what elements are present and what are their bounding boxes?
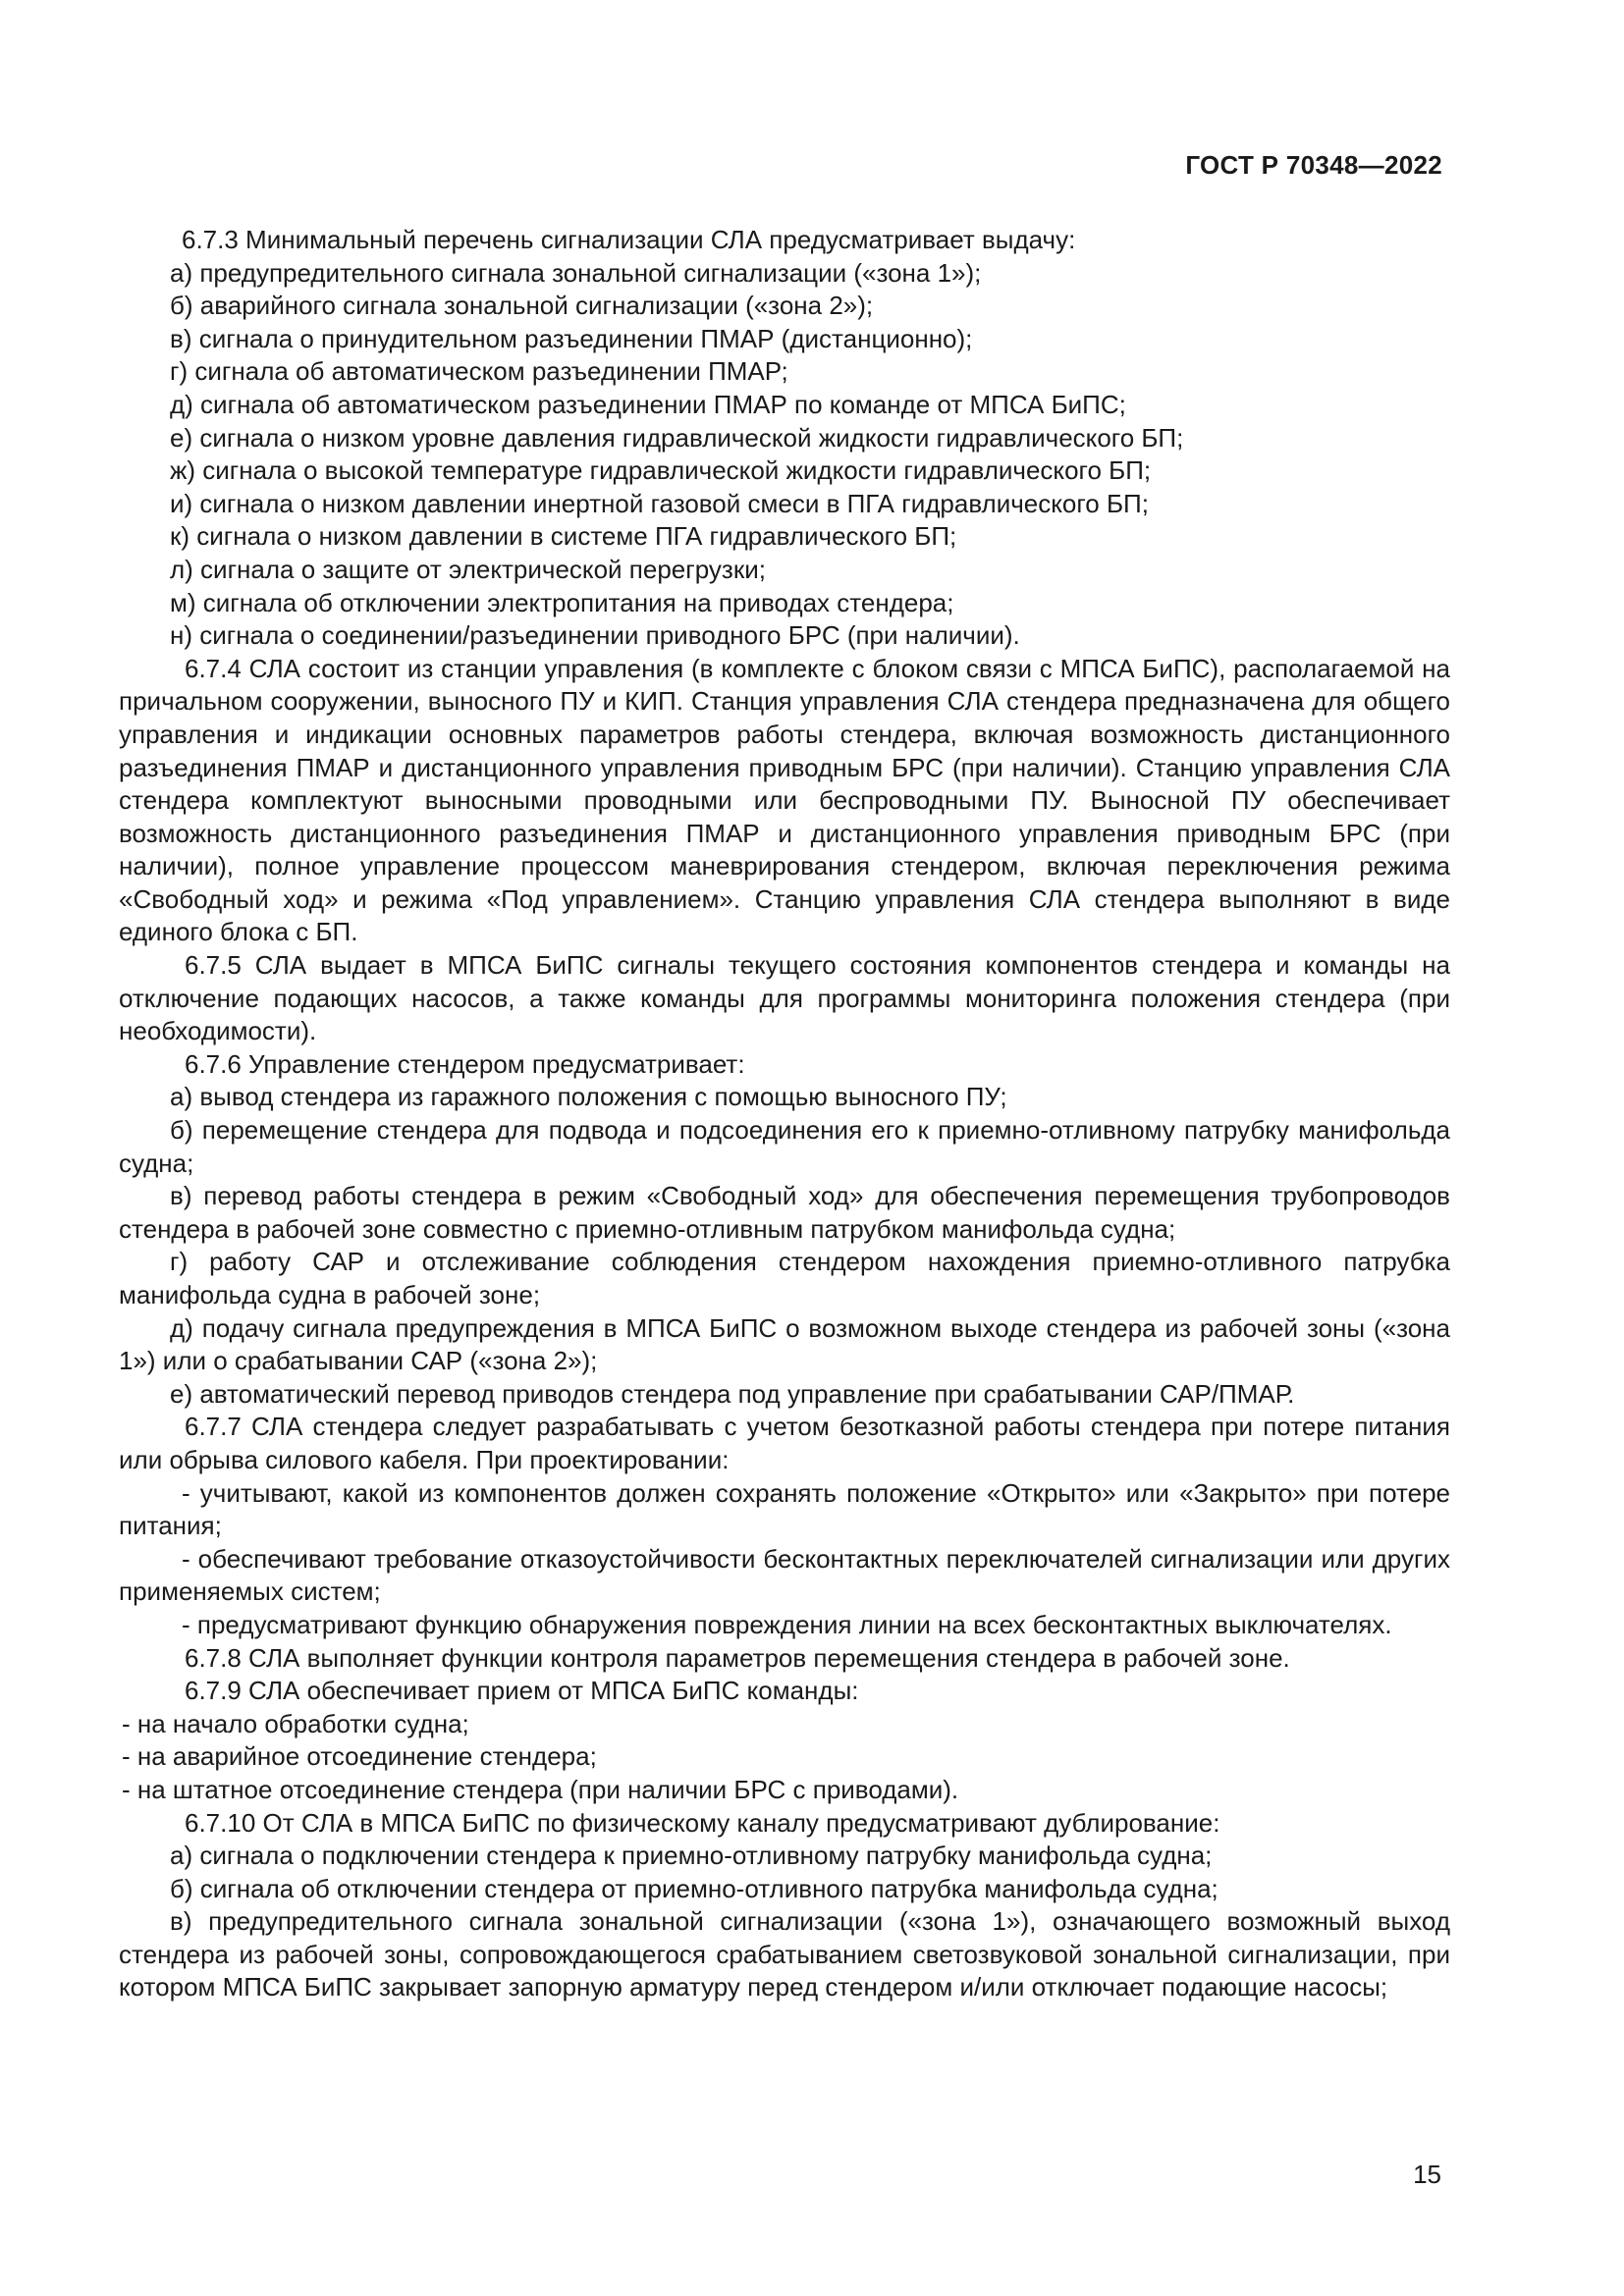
paragraph-6-7-9: 6.7.9 СЛА обеспечивает прием от МПСА БиПС команды: [185, 1676, 859, 1706]
paragraph-6-7-10: 6.7.10 От СЛА в МПСА БиПС по физическому каналу предусматривают дублирование: [185, 1807, 1220, 1838]
dash-item: - учитывают, какой из компонентов должен сохранять положение «Открыто» или «Закрыто» при потере питания; [119, 1477, 1450, 1541]
paragraph-6-7-7: 6.7.7 СЛА стендера следует разрабатывать с учетом безотказной работы стендера при потере питания или обрыва силового кабеля. При проектировании: [119, 1412, 1450, 1474]
dash-item: - на начало обработки судна; [122, 1708, 469, 1738]
page-number: 15 [1413, 2160, 1441, 2189]
list-item: и) сигнала о низком давлении инертной газовой смеси в ПГА гидравлического БП; [170, 488, 1149, 518]
paragraph-6-7-3: 6.7.3 Минимальный перечень сигнализации СЛА предусматривает выдачу: [182, 225, 1076, 254]
list-item: в) сигнала о принудительном разъединении ПМАР (дистанционно); [170, 323, 973, 353]
list-item: б) сигнала об отключении стендера от приемно-отливного патрубка манифольда судна; [170, 1873, 1218, 1903]
list-item: в) предупредительного сигнала зональной сигнализации («зона 1»), означающего возможный выход стендера из рабочей зоны, сопровождающегося срабатыванием светозвуковой зональной сигнализации, при котором МПСА БиПС закрывает запорную арматуру перед стендером и/или отключает подающие насосы; [119, 1906, 1450, 2002]
list-item: а) предупредительного сигнала зональной сигнализации («зона 1»); [170, 257, 982, 288]
dash-item: - на аварийное отсоединение стендера; [122, 1741, 597, 1772]
paragraph-6-7-6: 6.7.6 Управление стендером предусматривает: [185, 1048, 745, 1079]
list-item: г) работу САР и отслеживание соблюдения стендером нахождения приемно-отливного патрубка манифольда судна в рабочей зоне; [119, 1247, 1450, 1309]
list-item: д) подачу сигнала предупреждения в МПСА БиПС о возможном выходе стендера из рабочей зоны («зона 1») или о срабатывании САР («зона 2»); [119, 1312, 1450, 1376]
list-item: г) сигнала об автоматическом разъединении ПМАР; [170, 356, 788, 387]
document-body [119, 224, 1450, 2004]
dash-item: - на штатное отсоединение стендера (при наличии БРС с приводами). [122, 1774, 959, 1804]
list-item: м) сигнала об отключении электропитания на приводах стендера; [170, 587, 954, 617]
paragraph-6-7-5: 6.7.5 СЛА выдает в МПСА БиПС сигналы текущего состояния компонентов стендера и команды на отключение подающих насосов, а также команды для программы мониторинга положения стендера (при необходимости). [119, 950, 1450, 1046]
list-item: е) сигнала о низком уровне давления гидравлической жидкости гидравлического БП; [170, 422, 1184, 453]
document-code: ГОСТ Р 70348—2022 [1185, 150, 1442, 180]
list-item: а) вывод стендера из гаражного положения с помощью выносного ПУ; [170, 1082, 1007, 1112]
list-item: к) сигнала о низком давлении в системе ПГА гидравлического БП; [170, 521, 957, 552]
list-item: д) сигнала об автоматическом разъединении ПМАР по команде от МПСА БиПС; [170, 389, 1126, 419]
list-item: ж) сигнала о высокой температуре гидравлической жидкости гидравлического БП; [170, 455, 1152, 486]
dash-item: - обеспечивают требование отказоустойчивости бесконтактных переключателей сигнализации или других применяемых систем; [119, 1543, 1450, 1607]
paragraph-6-7-4: 6.7.4 СЛА состоит из станции управления (в комплекте с блоком связи с МПСА БиПС), располагаемой на причальном сооружении, выносного ПУ и КИП. Станция управления СЛА стендера предназначена для общего управления и индикации основных параметров работы стендера, включая возможность дистанционного разъединения ПМАР и дистанционного управления приводным БРС (при наличии). Станцию управления СЛА стендера комплектуют выносными проводными или беспроводными ПУ. Выносной ПУ обеспечивает возможность дистанционного разъединения ПМАР и дистанционного управления приводным БРС (при наличии), полное управление процессом маневрирования стендером, включая переключения режима «Свободный ход» и режима «Под управлением». Станцию управления СЛА стендера выполняют в виде единого блока с БП. [119, 653, 1450, 947]
list-item: а) сигнала о подключении стендера к приемно-отливному патрубку манифольда судна; [170, 1841, 1213, 1871]
list-item: в) перевод работы стендера в режим «Свободный ход» для обеспечения перемещения трубопроводов стендера в рабочей зоне совместно с приемно-отливным патрубком манифольда судна; [119, 1181, 1450, 1244]
list-item: е) автоматический перевод приводов стендера под управление при срабатывании САР/ПМАР. [170, 1378, 1295, 1409]
list-item: н) сигнала о соединении/разъединении приводного БРС (при наличии). [170, 620, 1020, 651]
dash-item: - предусматривают функцию обнаружения повреждения линии на всех бесконтактных выключателях. [182, 1609, 1392, 1639]
paragraph-6-7-8: 6.7.8 СЛА выполняет функции контроля параметров перемещения стендера в рабочей зоне. [185, 1642, 1290, 1673]
list-item: б) аварийного сигнала зональной сигнализации («зона 2»); [170, 291, 874, 321]
list-item: б) перемещение стендера для подвода и подсоединения его к приемно-отливному патрубку манифольда судна; [119, 1115, 1450, 1178]
list-item: л) сигнала о защите от электрической перегрузки; [170, 554, 766, 584]
